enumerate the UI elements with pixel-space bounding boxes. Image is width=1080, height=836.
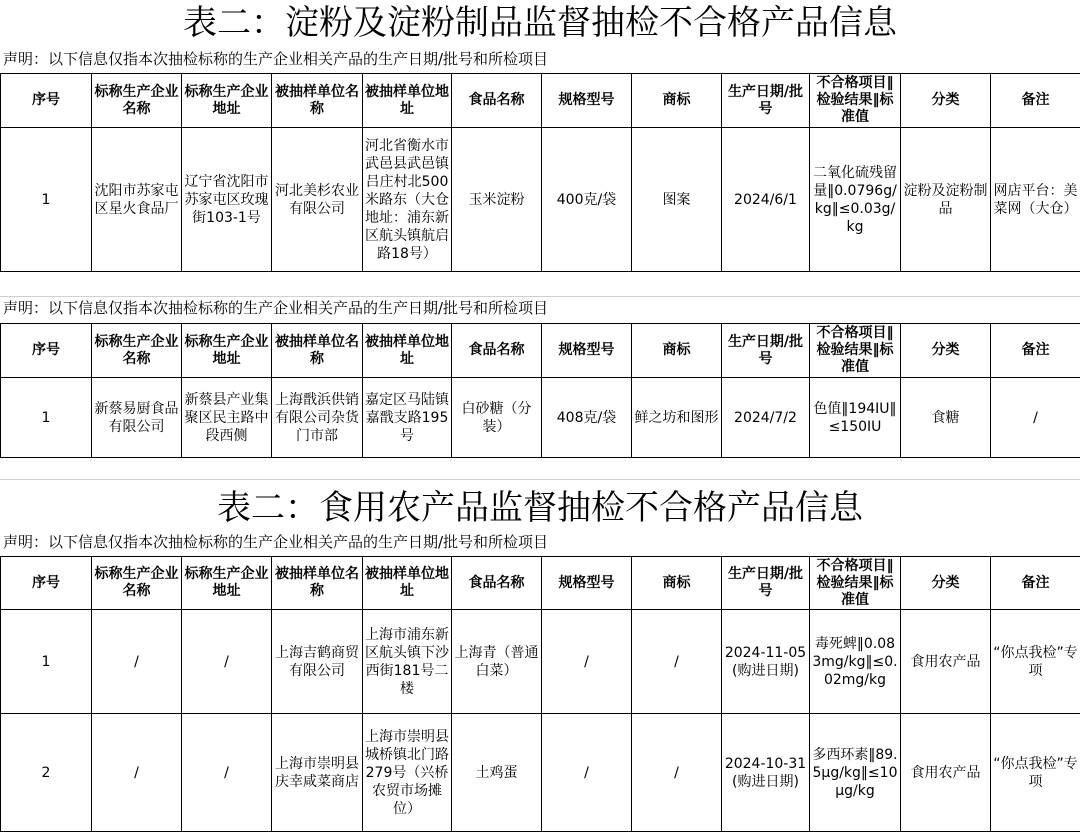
table-cell: 1	[1, 610, 92, 714]
header-cell: 生产日期/批号	[722, 324, 810, 378]
table-header-row	[1, 74, 1080, 128]
header-cell: 规格型号	[542, 324, 632, 378]
table-cell: 上海市浦东新区航头镇下沙西街181号二楼	[363, 610, 452, 714]
table-row	[1, 128, 1080, 272]
table-cell: 河北美杉农业有限公司	[272, 128, 363, 272]
table-cell: 土鸡蛋	[452, 714, 542, 832]
header-cell: 不合格项目‖检验结果‖标准值	[810, 74, 901, 128]
header-cell: 规格型号	[542, 74, 632, 128]
statement-3: 声明：以下信息仅指本次抽检标称的生产企业相关产品的生产日期/批号和所检项目	[3, 533, 549, 551]
table-cell: 辽宁省沈阳市苏家屯区玫瑰街103-1号	[182, 128, 272, 272]
header-cell: 序号	[1, 324, 92, 378]
header-cell: 被抽样单位名称	[272, 324, 363, 378]
gridline	[0, 296, 1080, 297]
header-cell: 商标	[632, 324, 722, 378]
header-cell: 商标	[632, 74, 722, 128]
header-cell: 食品名称	[452, 324, 542, 378]
header-cell: 被抽样单位名称	[272, 74, 363, 128]
gridline	[0, 479, 1080, 480]
table-cell: “你点我检”专项	[991, 714, 1080, 832]
header-cell: 分类	[901, 74, 991, 128]
table-cell: 食用农产品	[901, 610, 991, 714]
table-cell: 沈阳市苏家屯区星火食品厂	[92, 128, 182, 272]
table-cell: 色值‖194IU‖≤150IU	[810, 378, 901, 458]
table-cell: 400克/袋	[542, 128, 632, 272]
header-cell: 备注	[991, 557, 1080, 610]
table-cell: 淀粉及淀粉制品	[901, 128, 991, 272]
table-cell: 二氧化硫残留量‖0.0796g/kg‖≤0.03g/kg	[810, 128, 901, 272]
header-cell: 标称生产企业名称	[92, 557, 182, 610]
table-cell: /	[92, 610, 182, 714]
table-cell: 食用农产品	[901, 714, 991, 832]
header-cell: 生产日期/批号	[722, 557, 810, 610]
table-cell: 网店平台：美菜网（大仓）	[991, 128, 1080, 272]
header-cell: 序号	[1, 557, 92, 610]
table-cell: 白砂糖（分装）	[452, 378, 542, 458]
table-cell: 新蔡易厨食品有限公司	[92, 378, 182, 458]
statement-2: 声明：以下信息仅指本次抽检标称的生产企业相关产品的生产日期/批号和所检项目	[3, 299, 549, 317]
table-cell: /	[92, 714, 182, 832]
table-section1	[0, 73, 1080, 272]
table-cell: /	[632, 610, 722, 714]
table-header-row	[1, 557, 1080, 610]
header-cell: 标称生产企业地址	[182, 74, 272, 128]
table-cell: 毒死蜱‖0.083mg/kg‖≤0.02mg/kg	[810, 610, 901, 714]
table-cell: /	[182, 610, 272, 714]
header-cell: 标称生产企业地址	[182, 324, 272, 378]
table-cell: /	[182, 714, 272, 832]
table-section2	[0, 323, 1080, 458]
header-cell: 不合格项目‖检验结果‖标准值	[810, 557, 901, 610]
header-cell: 生产日期/批号	[722, 74, 810, 128]
table-cell: 上海戬浜供销有限公司杂货门市部	[272, 378, 363, 458]
table-cell: 2024/6/1	[722, 128, 810, 272]
table-header-row	[1, 324, 1080, 378]
table-cell: 2024-10-31(购进日期)	[722, 714, 810, 832]
header-cell: 分类	[901, 324, 991, 378]
table-cell: 1	[1, 128, 92, 272]
header-cell: 标称生产企业名称	[92, 324, 182, 378]
header-cell: 规格型号	[542, 557, 632, 610]
table-cell: /	[542, 714, 632, 832]
header-cell: 被抽样单位地址	[363, 324, 452, 378]
table-cell: 上海吉鹤商贸有限公司	[272, 610, 363, 714]
table-cell: 2024-11-05(购进日期)	[722, 610, 810, 714]
header-cell: 食品名称	[452, 557, 542, 610]
table-cell: 2	[1, 714, 92, 832]
table-cell: 上海青（普通白菜）	[452, 610, 542, 714]
table-cell: 河北省衡水市武邑县武邑镇吕庄村北500米路东（大仓地址：浦东新区航头镇航启路18号）	[363, 128, 452, 272]
header-cell: 被抽样单位地址	[363, 557, 452, 610]
header-cell: 商标	[632, 557, 722, 610]
table-cell: 嘉定区马陆镇嘉戬支路195号	[363, 378, 452, 458]
table-row	[1, 610, 1080, 714]
header-cell: 被抽样单位地址	[363, 74, 452, 128]
header-cell: 食品名称	[452, 74, 542, 128]
header-cell: 分类	[901, 557, 991, 610]
table-cell: 上海市崇明县城桥镇北门路279号（兴桥农贸市场摊位）	[363, 714, 452, 832]
table-cell: 图案	[632, 128, 722, 272]
table-cell: 玉米淀粉	[452, 128, 542, 272]
table-cell: 上海市崇明县庆幸咸菜商店	[272, 714, 363, 832]
table-cell: 2024/7/2	[722, 378, 810, 458]
section3-title: 表二：食用农产品监督抽检不合格产品信息	[217, 488, 863, 528]
table-cell: 408克/袋	[542, 378, 632, 458]
table-cell: /	[542, 610, 632, 714]
table-cell: 鲜之坊和图形	[632, 378, 722, 458]
table-cell: 新蔡县产业集聚区民主路中段西侧	[182, 378, 272, 458]
table-cell: 多西环素‖89.5μg/kg‖≤10μg/kg	[810, 714, 901, 832]
table-cell: 1	[1, 378, 92, 458]
table-cell: /	[991, 378, 1080, 458]
header-cell: 序号	[1, 74, 92, 128]
table-row	[1, 714, 1080, 832]
header-cell: 标称生产企业地址	[182, 557, 272, 610]
table-cell: 食糖	[901, 378, 991, 458]
header-cell: 被抽样单位名称	[272, 557, 363, 610]
header-cell: 不合格项目‖检验结果‖标准值	[810, 324, 901, 378]
table-cell: “你点我检”专项	[991, 610, 1080, 714]
table-cell: /	[632, 714, 722, 832]
header-cell: 标称生产企业名称	[92, 74, 182, 128]
header-cell: 备注	[991, 74, 1080, 128]
statement-1: 声明：以下信息仅指本次抽检标称的生产企业相关产品的生产日期/批号和所检项目	[3, 50, 549, 68]
table-row	[1, 378, 1080, 458]
header-cell: 备注	[991, 324, 1080, 378]
section1-title: 表二：淀粉及淀粉制品监督抽检不合格产品信息	[183, 3, 897, 43]
table-section3	[0, 556, 1080, 832]
